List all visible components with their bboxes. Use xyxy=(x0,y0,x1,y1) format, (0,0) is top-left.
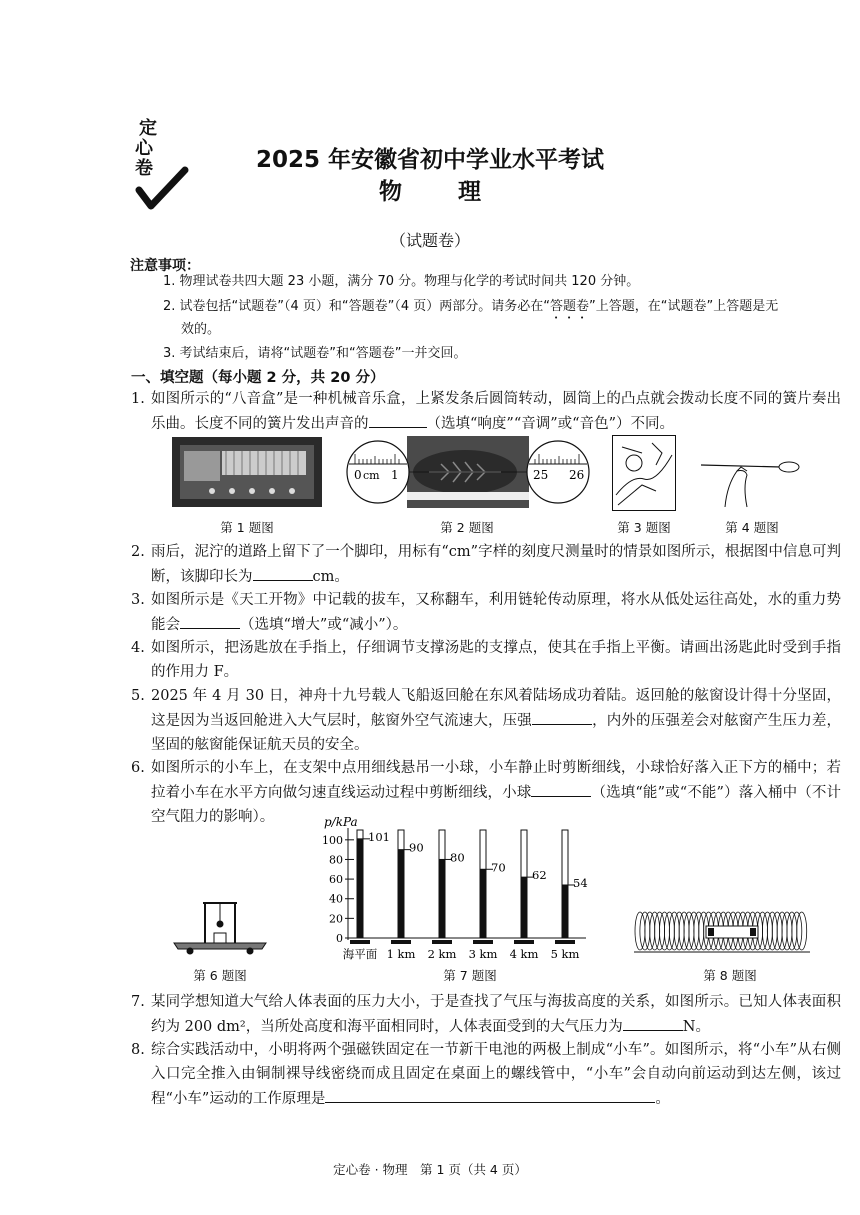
ruler-label: 26 xyxy=(569,468,585,482)
ruler-label: cm xyxy=(363,469,380,482)
figure-caption: 第 6 题图 xyxy=(193,968,247,983)
figure-caption: 第 2 题图 xyxy=(440,520,494,535)
ruler-label: 0 xyxy=(354,468,362,482)
stamp-char: 卷 xyxy=(135,158,153,179)
page-footer: 定心卷 · 物理 第 1 页（共 4 页） xyxy=(333,1162,527,1177)
question-6: 6. 如图所示的小车上，在支架中点用细线悬吊一小球，小车静止时剪断细线，小球恰好落入正下方的桶中；若拉着小车在水平方向做匀速直线运动过程中剪断细线，小球 （选填“能”或“不能”）落入桶中（不计空气阻力的影响）。 xyxy=(131,760,841,825)
stamp-char: 定 xyxy=(139,118,157,139)
chart-category-label: 4 km xyxy=(509,947,539,961)
chart-bar xyxy=(398,850,404,938)
chart-ylabel: p/kPa xyxy=(324,815,358,829)
chart-bar xyxy=(357,839,363,938)
chart-y-tick-label: 100 xyxy=(322,833,343,847)
chart-data-label: 54 xyxy=(573,875,588,890)
stamp-char: 心 xyxy=(135,138,153,159)
pressure-altitude-chart xyxy=(318,812,598,964)
notice-item: 效的。 xyxy=(181,322,221,337)
chart-bar-base xyxy=(514,940,534,944)
chart-category-label: 5 km xyxy=(550,947,580,961)
notice-item: 3. 考试结束后，请将“试题卷”和“答题卷”一并交回。 xyxy=(163,346,467,361)
notice-item: 1. 物理试卷共四大题 23 小题，满分 70 分。物理与化学的考试时间共 120 分钟。 xyxy=(163,274,640,289)
chart-bar xyxy=(562,885,568,938)
answer-blank[interactable] xyxy=(623,1014,683,1031)
ruler-label: 25 xyxy=(533,468,549,482)
answer-blank[interactable] xyxy=(253,564,313,581)
answer-blank[interactable] xyxy=(180,612,240,629)
chart-bar xyxy=(521,877,527,938)
chart-bar-base xyxy=(473,940,493,944)
chart-data-label: 70 xyxy=(491,860,506,875)
chart-bar xyxy=(480,869,486,938)
chart-y-tick-label: 40 xyxy=(329,892,343,906)
chart-bar-base xyxy=(432,940,452,944)
notice-item: 2. 试卷包括“试题卷”（4 页）和“答题卷”（4 页）两部分。请务必在“答题卷”上答题，在“试题卷”上答题是无 xyxy=(163,299,779,314)
chart-category-label: 海平面 xyxy=(342,947,378,961)
chart-bar-base xyxy=(555,940,575,944)
paper-type: （试题卷） xyxy=(389,231,470,250)
water-wheel-figure xyxy=(612,435,676,511)
figure-caption: 第 8 题图 xyxy=(703,968,757,983)
chart-bar xyxy=(439,859,445,938)
coil-car-figure xyxy=(634,908,810,954)
cart-figure xyxy=(170,895,270,955)
notice-heading: 注意事项： xyxy=(130,258,200,274)
chart-data-label: 90 xyxy=(409,840,424,855)
question-8: 8. 综合实践活动中，小明将两个强磁铁固定在一节新干电池的两极上制成“小车”。如图所示，将“小车”从右侧入口完全推入由铜制裸导线密绕而成且固定在桌面上的螺线管中，“小车”会自动向前运动到达左侧，该过程“小车”运动的工作原理是 。 xyxy=(131,1042,841,1107)
chart-y-tick-label: 0 xyxy=(336,932,343,945)
figure-caption: 第 1 题图 xyxy=(220,520,274,535)
exam-title: 2025 年安徽省初中学业水平考试 xyxy=(255,147,605,173)
answer-blank[interactable] xyxy=(531,780,591,797)
subject-title xyxy=(0,173,860,206)
question-5: 5. 2025 年 4 月 30 日，神舟十九号载人飞船返回舱在东风着陆场成功着陆。返回舱的舷窗设计得十分坚固，这是因为当返回舱进入大气层时，舷窗外空气流速大，压强 ，内外的压强差会对舷窗产生压力差，坚固的舷窗能保证航天员的安全。 xyxy=(131,688,842,753)
answer-blank[interactable] xyxy=(325,1086,655,1103)
chart-category-label: 2 km xyxy=(427,947,457,961)
answer-blank[interactable] xyxy=(369,411,427,428)
figure-caption: 第 7 题图 xyxy=(443,968,497,983)
question-2: 2. 雨后，泥泞的道路上留下了一个脚印，用标有“cm”字样的刻度尺测量时的情景如图所示，根据图中信息可判断，该脚印长为 cm。 xyxy=(131,544,841,585)
chart-y-tick-label: 80 xyxy=(329,853,343,867)
chart-data-label: 101 xyxy=(368,829,390,844)
chart-bar-base xyxy=(350,940,370,944)
chart-y-tick-label: 60 xyxy=(329,873,343,887)
figure-caption: 第 3 题图 xyxy=(617,520,671,535)
question-1: 1. 如图所示的“八音盒”是一种机械音乐盒，上紧发条后圆筒转动，圆筒上的凸点就会拨动长度不同的簧片奏出乐曲。长度不同的簧片发出声音的 （选填“响度”“音调”或“音色”）不同。 xyxy=(131,391,841,432)
figure-caption: 第 4 题图 xyxy=(725,520,779,535)
chart-category-label: 3 km xyxy=(468,947,498,961)
section-heading: 一、填空题（每小题 2 分，共 20 分） xyxy=(131,370,385,386)
answer-blank[interactable] xyxy=(532,708,592,725)
subject-char: 物 xyxy=(379,179,402,205)
chart-data-label: 80 xyxy=(450,850,465,865)
question-7: 7. 某同学想知道大气给人体表面的压力大小，于是查找了气压与海拔高度的关系，如图所示。已知人体表面积约为 200 dm²，当所处高度和海平面相同时，人体表面受到的大气压力为 N。 xyxy=(131,994,841,1035)
chart-y-tick-label: 20 xyxy=(329,912,343,926)
question-4: 4. 如图所示，把汤匙放在手指上，仔细调节支撑汤匙的支撑点，使其在手指上平衡。请画出汤匙此时受到手指的作用力 F。 xyxy=(131,640,841,680)
ruler-label: 1 xyxy=(391,468,399,482)
music-box-figure xyxy=(172,437,322,507)
spoon-finger-figure xyxy=(695,455,805,510)
chart-bar-base xyxy=(391,940,411,944)
subject-char: 理 xyxy=(458,179,481,205)
footprint-ruler-figure xyxy=(345,434,590,512)
chart-category-label: 1 km xyxy=(386,947,416,961)
question-3: 3. 如图所示是《天工开物》中记载的拔车，又称翻车，利用链轮传动原理，将水从低处运往高处，水的重力势能会 （选填“增大”或“减小”）。 xyxy=(131,592,841,633)
chart-data-label: 62 xyxy=(532,868,547,883)
